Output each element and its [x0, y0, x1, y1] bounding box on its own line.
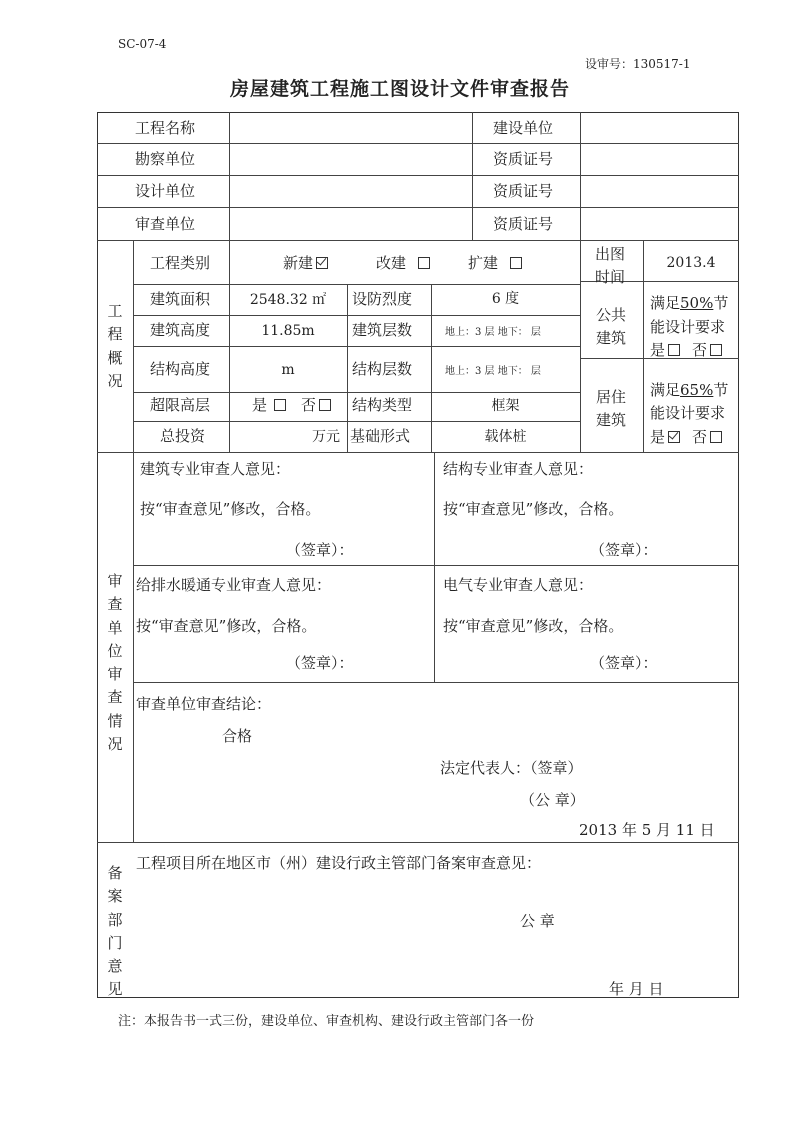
footer-note: 注：本报告书一式三份，建设单位、审查机构、建设行政主管部门各一份	[118, 1014, 535, 1029]
architecture-review-text: 按“审查意见”修改，合格。	[140, 500, 321, 518]
electrical-review-text: 按“审查意见”修改，合格。	[443, 617, 624, 635]
filing-section-label: 备案部门意见	[107, 864, 123, 999]
review-serial-number: 设审号：130517-1	[585, 57, 691, 71]
overlimit-no-option[interactable]	[301, 398, 331, 413]
building-height-label: 建筑高度	[150, 321, 211, 339]
overlimit-yes-label: 是	[252, 396, 268, 414]
checkbox-icon	[274, 399, 286, 411]
structure-floors-label: 结构层数	[352, 360, 413, 378]
category-new-label: 新建	[283, 254, 314, 272]
category-rebuild-label: 改建	[376, 254, 407, 272]
public-energy-percent: 50%	[680, 294, 714, 312]
filing-date: 年 月 日	[609, 980, 664, 998]
public-requirement-line3	[650, 343, 722, 358]
mep-signature: （签章）：	[286, 654, 354, 672]
review-date: 2013 年 5 月 11 日	[579, 821, 715, 839]
review-unit-label: 审查单位	[135, 215, 196, 233]
category-expand-label: 扩建	[468, 254, 499, 272]
filing-title: 工程项目所在地区市（州）建设行政主管部门备案审查意见：	[136, 854, 542, 872]
category-label: 工程类别	[150, 254, 211, 272]
foundation-value: 载体桩	[484, 429, 527, 445]
checkbox-icon	[710, 431, 722, 443]
review-section-label: 审查单位审查情况	[107, 572, 123, 753]
residential-yes-option[interactable]: 是	[650, 428, 680, 446]
checkbox-icon	[418, 257, 430, 269]
building-floors-label: 建筑层数	[352, 321, 413, 339]
structure-type-value: 框架	[491, 398, 520, 414]
residential-energy-percent: 65%	[680, 381, 714, 399]
building-floors-value: 地上：3 层 地下： 层	[445, 327, 541, 338]
overview-section-label: 工程概况	[107, 302, 123, 390]
mep-review-title: 给排水暖通专业审查人意见：	[136, 576, 332, 594]
checkbox-icon	[510, 257, 522, 269]
overlimit-label: 超限高层	[150, 396, 211, 414]
residential-requirement-line2: 能设计要求	[650, 404, 726, 422]
survey-unit-label: 勘察单位	[135, 150, 196, 168]
structure-signature: （签章）：	[590, 541, 658, 559]
structure-floors-value: 地上：3 层 地下： 层	[445, 366, 541, 377]
architecture-signature: （签章）：	[286, 541, 354, 559]
public-yes-option[interactable]: 是	[650, 341, 680, 359]
overlimit-no-label: 否	[301, 396, 317, 414]
survey-cert-label: 资质证号	[493, 150, 554, 168]
residential-requirement-line3	[650, 430, 722, 445]
electrical-review-title: 电气专业审查人意见：	[443, 576, 594, 594]
drawing-time-label: 出图时间	[594, 245, 625, 287]
checked-box-icon	[668, 431, 680, 443]
structure-height-label: 结构高度	[150, 360, 211, 378]
structure-type-label: 结构类型	[352, 396, 413, 414]
residential-no-option[interactable]: 否	[692, 428, 722, 446]
architecture-review-title: 建筑专业审查人意见：	[140, 460, 291, 478]
checkbox-icon	[668, 344, 680, 356]
project-name-label: 工程名称	[135, 119, 196, 137]
public-requirement-line2: 能设计要求	[650, 318, 726, 336]
investment-label: 总投资	[160, 427, 206, 445]
structure-height-unit: m	[281, 362, 295, 378]
drawing-time-value: 2013.4	[666, 255, 716, 271]
structure-review-text: 按“审查意见”修改，合格。	[443, 500, 624, 518]
residential-building-label: 居住建筑	[595, 388, 626, 430]
legal-representative: 法定代表人：（签章）	[440, 759, 583, 777]
conclusion-value: 合格	[222, 727, 253, 745]
checkbox-icon	[710, 344, 722, 356]
official-seal: （公 章）	[520, 791, 585, 809]
design-unit-label: 设计单位	[135, 182, 196, 200]
public-requirement-line1: 满足50%节	[650, 294, 729, 312]
seismic-label: 设防烈度	[352, 290, 413, 308]
public-no-option[interactable]: 否	[692, 341, 722, 359]
building-area-label: 建筑面积	[150, 290, 211, 308]
overlimit-yes-option[interactable]	[252, 398, 286, 413]
checked-box-icon	[316, 257, 328, 269]
structure-review-title: 结构专业审查人意见：	[443, 460, 594, 478]
investment-unit: 万元	[312, 429, 340, 445]
design-cert-label: 资质证号	[493, 182, 554, 200]
category-new-option[interactable]	[283, 256, 328, 271]
electrical-signature: （签章）：	[590, 654, 658, 672]
residential-requirement-line1: 满足65%节	[650, 381, 729, 399]
mep-review-text: 按“审查意见”修改，合格。	[136, 617, 317, 635]
seismic-value: 6 度	[491, 291, 520, 307]
filing-seal: 公 章	[520, 912, 555, 930]
builder-label: 建设单位	[493, 119, 554, 137]
form-code: SC-07-4	[118, 37, 167, 51]
foundation-label: 基础形式	[350, 427, 411, 445]
review-cert-label: 资质证号	[493, 215, 554, 233]
category-rebuild-option[interactable]	[376, 256, 430, 271]
category-expand-option[interactable]	[468, 256, 522, 271]
checkbox-icon	[319, 399, 331, 411]
building-area-value: 2548.32 ㎡	[249, 292, 327, 308]
building-height-value: 11.85m	[261, 323, 315, 339]
page-title: 房屋建筑工程施工图设计文件审查报告	[229, 78, 570, 100]
public-building-label: 公共建筑	[595, 306, 626, 348]
conclusion-title: 审查单位审查结论：	[136, 695, 272, 713]
